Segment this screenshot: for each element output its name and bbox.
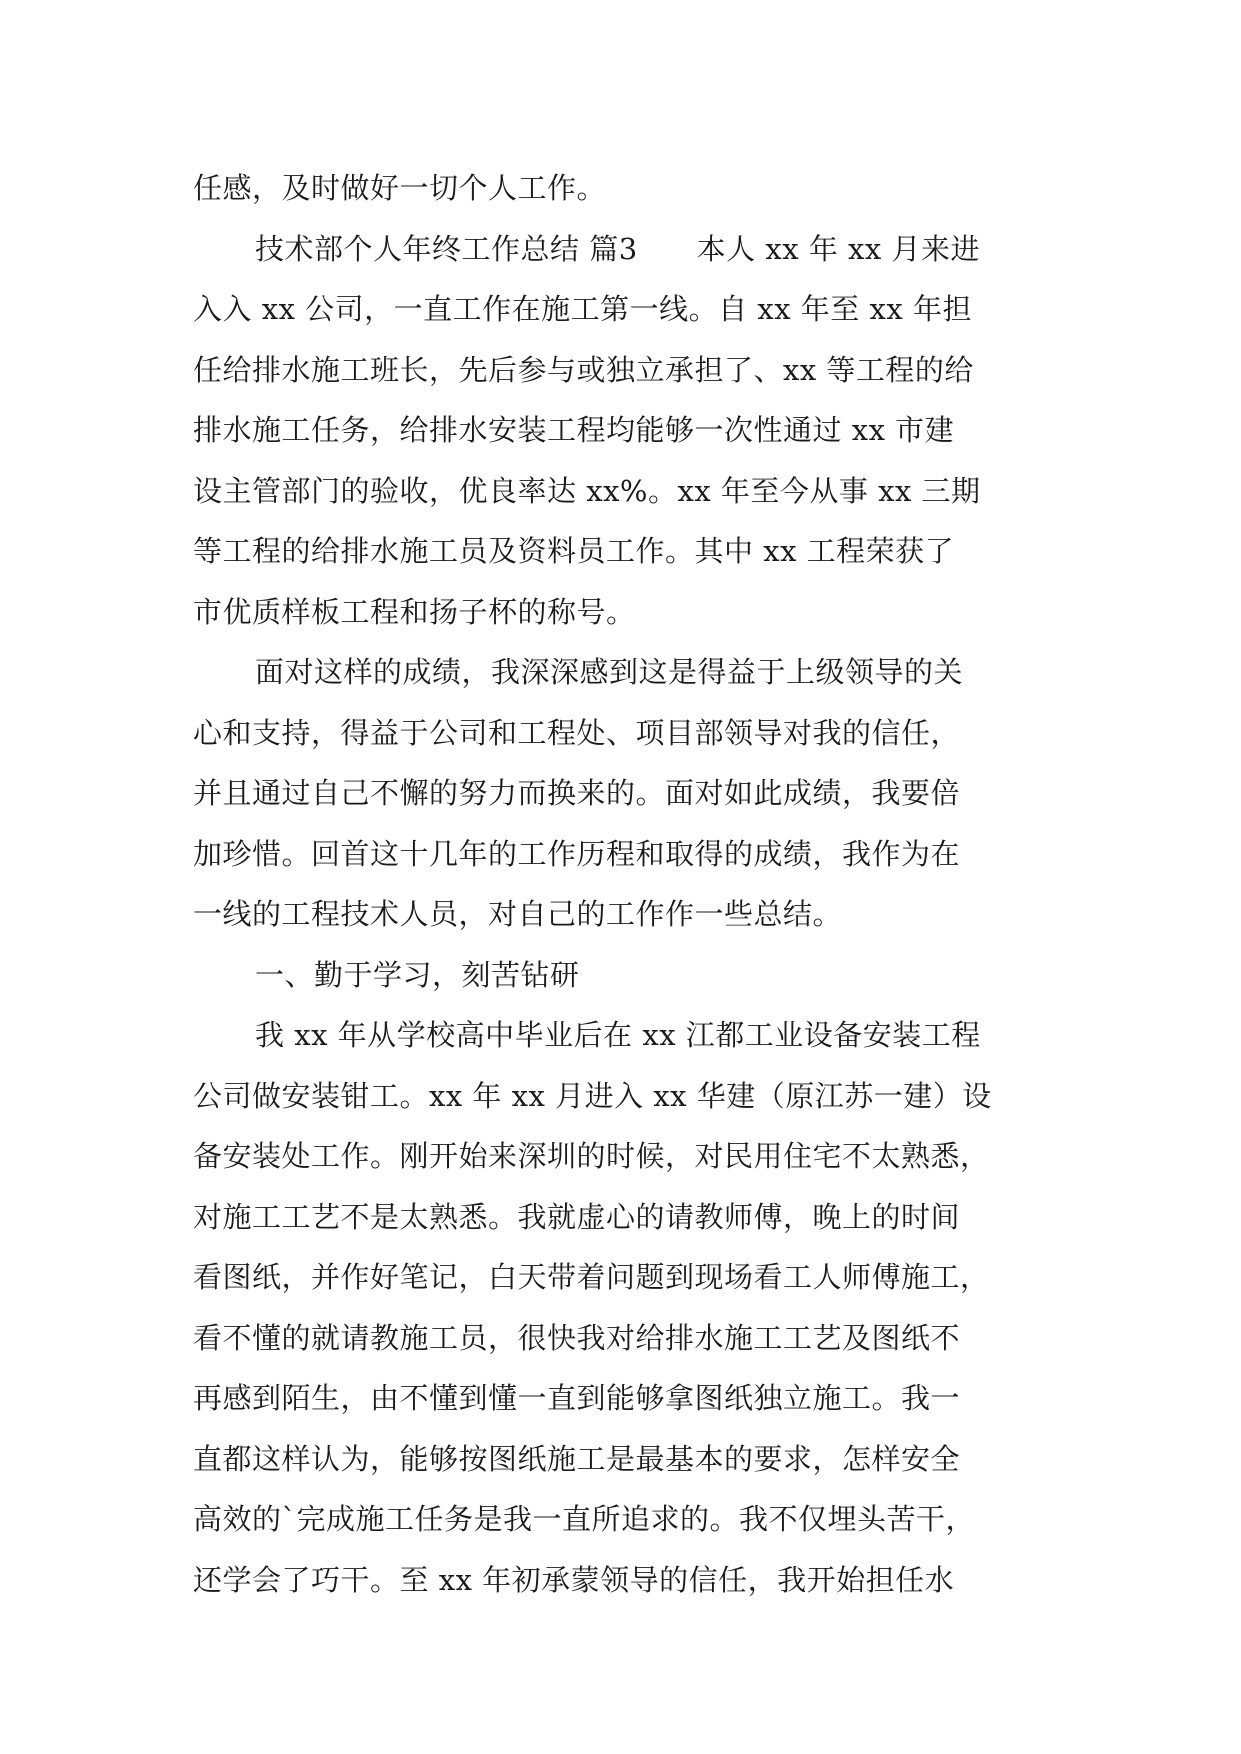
- text-line: 排水施工任务，给排水安装工程均能够一次性通过 xx 市建: [193, 413, 955, 447]
- text-line: 加珍惜。回首这十几年的工作历程和取得的成绩，我作为在: [193, 836, 961, 871]
- paragraph-start-line: 面对这样的成绩，我深深感到这是得益于上级领导的关: [255, 655, 964, 689]
- text-line: 还学会了巧干。至 xx 年初承蒙领导的信任，我开始担任水: [193, 1562, 955, 1597]
- subheading-line: 一、勤于学习，刻苦钻研: [255, 957, 580, 992]
- text-line: 看图纸，并作好笔记，白天带着问题到现场看工人师傅施工，: [193, 1260, 990, 1294]
- section-heading-line: 技术部个人年终工作总结 篇3 本人 xx 年 xx 月来进: [255, 231, 980, 266]
- text-line: 一线的工程技术人员，对自己的工作作一些总结。: [193, 897, 843, 931]
- paragraph-start-line: 我 xx 年从学校高中毕业后在 xx 江都工业设备安装工程: [255, 1018, 981, 1052]
- text-line: 等工程的给排水施工员及资料员工作。其中 xx 工程荣获了: [193, 534, 955, 568]
- text-line: 直都这样认为，能够按图纸施工是最基本的要求，怎样安全: [193, 1441, 961, 1476]
- text-line: 公司做安装钳工。xx 年 xx 月进入 xx 华建（原江苏一建）设: [193, 1078, 992, 1113]
- text-line: 任感，及时做好一切个人工作。: [193, 171, 607, 205]
- text-line: 任给排水施工班长，先后参与或独立承担了、xx 等工程的给: [193, 352, 974, 387]
- text-line: 看不懂的就请教施工员，很快我对给排水施工工艺及图纸不: [193, 1320, 961, 1355]
- text-line: 再感到陌生，由不懂到懂一直到能够拿图纸独立施工。我一: [193, 1381, 961, 1415]
- text-line: 并且通过自己不懈的努力而换来的。面对如此成绩，我要倍: [193, 776, 961, 810]
- text-line: 设主管部门的验收，优良率达 xx%。xx 年至今从事 xx 三期: [193, 473, 981, 508]
- text-line: 备安装处工作。刚开始来深圳的时候，对民用住宅不太熟悉，: [193, 1139, 990, 1173]
- text-line: 市优质样板工程和扬子杯的称号。: [193, 594, 636, 629]
- text-line: 高效的`完成施工任务是我一直所追求的。我不仅埋头苦干，: [193, 1502, 976, 1536]
- text-line: 心和支持，得益于公司和工程处、项目部领导对我的信任，: [193, 715, 961, 750]
- text-line: 入入 xx 公司，一直工作在施工第一线。自 xx 年至 xx 年担: [193, 292, 972, 326]
- document-body: [193, 158, 1063, 1610]
- text-line: 对施工工艺不是太熟悉。我就虚心的请教师傅，晚上的时间: [193, 1199, 961, 1234]
